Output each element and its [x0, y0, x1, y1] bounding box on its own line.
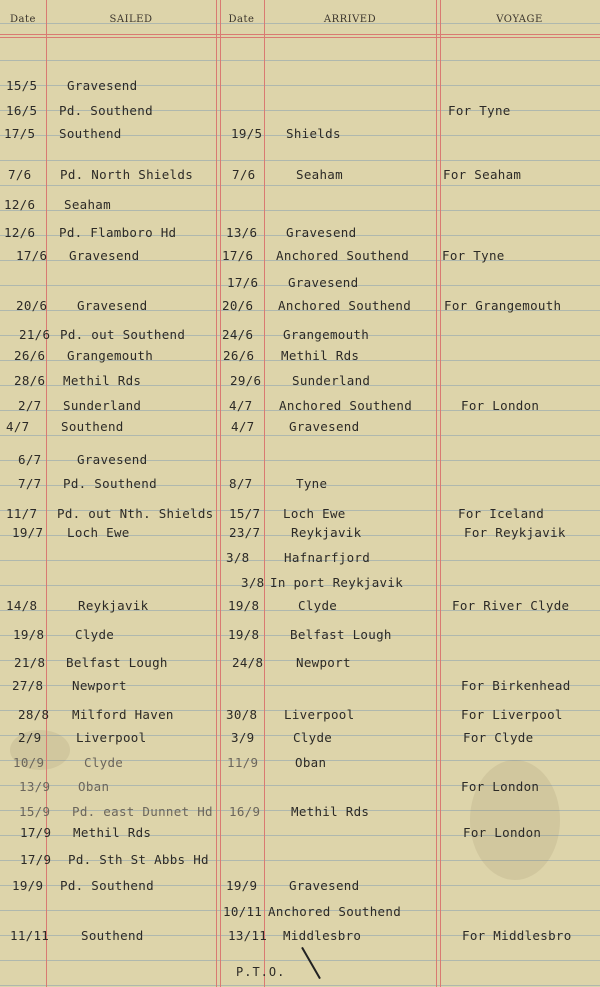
sailed-date: 28/8 [18, 707, 50, 722]
sailed-place: Reykjavik [78, 598, 149, 613]
sailed-place: Pd. North Shields [60, 167, 194, 182]
sailed-date: 27/8 [12, 678, 44, 693]
sailed-place: Southend [81, 928, 144, 943]
sailed-place: Liverpool [76, 730, 147, 745]
arrived-place: Sunderland [292, 373, 371, 388]
arrived-date: 4/7 [229, 398, 253, 413]
arrived-date: 20/6 [222, 298, 254, 313]
arrived-place: Middlesbro [283, 928, 362, 943]
sailed-date: 17/9 [20, 825, 52, 840]
voyage: For River Clyde [452, 598, 570, 613]
voyage: For Iceland [458, 506, 545, 521]
arrived-date: 29/6 [230, 373, 262, 388]
sailed-date: 20/6 [16, 298, 48, 313]
arrived-date: 16/9 [229, 804, 261, 819]
sailed-date: 26/6 [14, 348, 46, 363]
stain [470, 760, 560, 880]
arrived-place: Newport [296, 655, 351, 670]
sailed-date: 14/8 [6, 598, 38, 613]
arrived-date: 3/9 [231, 730, 255, 745]
sailed-place: Methil Rds [63, 373, 142, 388]
footer-pto: P.T.O. [236, 965, 286, 979]
arrived-date: 17/6 [222, 248, 254, 263]
arrived-date: 17/6 [227, 275, 259, 290]
sailed-place: Seaham [64, 197, 111, 212]
header-sailed-date: Date [10, 14, 36, 25]
sailed-date: 12/6 [4, 225, 36, 240]
sailed-date: 17/6 [16, 248, 48, 263]
header-arrived-date: Date [228, 14, 255, 25]
column-rule [436, 0, 441, 987]
sailed-place: Clyde [75, 627, 115, 642]
arrived-date: 10/11 [223, 904, 263, 919]
sailed-date: 16/5 [6, 103, 38, 118]
sailed-date: 19/9 [12, 878, 44, 893]
sailed-place: Pd. Sth St Abbs Hd [68, 852, 209, 867]
sailed-place: Milford Haven [72, 707, 174, 722]
voyage: For Seaham [443, 167, 522, 182]
sailed-date: 2/9 [18, 730, 42, 745]
arrived-date: 19/8 [228, 598, 260, 613]
sailed-place: Pd. east Dunnet Hd [72, 804, 213, 819]
arrived-place: Anchored Southend [268, 904, 402, 919]
sailed-place: Grangemouth [67, 348, 154, 363]
sailed-date: 21/6 [19, 327, 51, 342]
voyage: For Middlesbro [462, 928, 572, 943]
sailed-date: 4/7 [6, 419, 30, 434]
sailed-date: 15/5 [6, 78, 38, 93]
column-rule [264, 0, 265, 987]
sailed-date: 12/6 [4, 197, 36, 212]
arrived-date: 26/6 [223, 348, 255, 363]
arrived-place: Gravesend [289, 878, 360, 893]
arrived-place: Reykjavik [291, 525, 362, 540]
arrived-date: 24/6 [222, 327, 254, 342]
arrived-place: Oban [295, 755, 327, 770]
arrived-place: Methil Rds [291, 804, 370, 819]
arrived-date: 24/8 [232, 655, 264, 670]
arrived-date: 19/5 [231, 126, 263, 141]
sailed-place: Oban [78, 779, 110, 794]
voyage: For Tyne [448, 103, 511, 118]
arrived-date: 11/9 [227, 755, 259, 770]
sailed-date: 11/7 [6, 506, 38, 521]
sailed-place: Pd. Southend [63, 476, 157, 491]
arrived-place: Gravesend [289, 419, 360, 434]
sailed-date: 11/11 [10, 928, 50, 943]
sailed-date: 15/9 [19, 804, 51, 819]
arrived-place: Belfast Lough [290, 627, 392, 642]
arrived-date: 4/7 [231, 419, 255, 434]
voyage: For London [461, 779, 540, 794]
sailed-date: 17/9 [20, 852, 52, 867]
arrived-date: 19/8 [228, 627, 260, 642]
voyage: For Tyne [442, 248, 505, 263]
arrived-date: 7/6 [232, 167, 256, 182]
arrived-place: Anchored Southend [278, 298, 412, 313]
pen-mark [301, 947, 321, 979]
sailed-date: 17/5 [4, 126, 36, 141]
arrived-place: Loch Ewe [283, 506, 346, 521]
sailed-place: Pd. Southend [60, 878, 154, 893]
sailed-date: 13/9 [19, 779, 51, 794]
arrived-place: Methil Rds [281, 348, 360, 363]
arrived-place: Grangemouth [283, 327, 370, 342]
sailed-place: Clyde [84, 755, 124, 770]
header-arrived: ARRIVED [323, 14, 377, 25]
sailed-place: Newport [72, 678, 127, 693]
header-voyage: VOYAGE [496, 14, 543, 25]
sailed-date: 19/8 [13, 627, 45, 642]
arrived-date: 13/6 [226, 225, 258, 240]
sailed-place: Southend [61, 419, 124, 434]
arrived-place: Hafnarfjord [284, 550, 371, 565]
sailed-place: Pd. Southend [59, 103, 153, 118]
arrived-date: 3/8 [226, 550, 250, 565]
arrived-date: 23/7 [229, 525, 261, 540]
sailed-date: 19/7 [12, 525, 44, 540]
arrived-date: 30/8 [226, 707, 258, 722]
arrived-place: Shields [286, 126, 341, 141]
arrived-place: In port Reykjavik [270, 575, 404, 590]
voyage: For London [461, 398, 540, 413]
sailed-place: Sunderland [63, 398, 142, 413]
sailed-place: Loch Ewe [67, 525, 130, 540]
sailed-place: Pd. out Nth. Shields [57, 506, 214, 521]
arrived-place: Clyde [298, 598, 338, 613]
voyage: For Clyde [463, 730, 534, 745]
voyage: For Grangemouth [444, 298, 562, 313]
sailed-date: 7/7 [18, 476, 42, 491]
arrived-date: 15/7 [229, 506, 261, 521]
sailed-place: Gravesend [67, 78, 138, 93]
voyage: For London [463, 825, 542, 840]
sailed-place: Pd. out Southend [60, 327, 186, 342]
sailed-place: Gravesend [77, 298, 148, 313]
voyage: For Liverpool [461, 707, 563, 722]
arrived-place: Seaham [296, 167, 343, 182]
sailed-date: 21/8 [14, 655, 46, 670]
header-rule [0, 37, 600, 38]
arrived-place: Liverpool [284, 707, 355, 722]
arrived-place: Clyde [293, 730, 333, 745]
sailed-place: Gravesend [69, 248, 140, 263]
arrived-date: 3/8 [241, 575, 265, 590]
voyage: For Birkenhead [461, 678, 571, 693]
arrived-place: Anchored Southend [276, 248, 410, 263]
arrived-place: Anchored Southend [279, 398, 413, 413]
sailed-place: Pd. Flamboro Hd [59, 225, 177, 240]
arrived-place: Tyne [296, 476, 328, 491]
sailed-date: 6/7 [18, 452, 42, 467]
sailed-place: Southend [59, 126, 122, 141]
sailed-date: 28/6 [14, 373, 46, 388]
arrived-place: Gravesend [286, 225, 357, 240]
arrived-place: Gravesend [288, 275, 359, 290]
sailed-date: 7/6 [8, 167, 32, 182]
header-rule [0, 34, 600, 35]
sailed-place: Belfast Lough [66, 655, 168, 670]
sailed-place: Gravesend [77, 452, 148, 467]
arrived-date: 13/11 [228, 928, 268, 943]
sailed-date: 2/7 [18, 398, 42, 413]
column-rule [216, 0, 221, 987]
sailed-place: Methil Rds [73, 825, 152, 840]
arrived-date: 8/7 [229, 476, 253, 491]
header-sailed: SAILED [109, 14, 153, 25]
arrived-date: 19/9 [226, 878, 258, 893]
sailed-date: 10/9 [13, 755, 45, 770]
voyage: For Reykjavik [464, 525, 566, 540]
